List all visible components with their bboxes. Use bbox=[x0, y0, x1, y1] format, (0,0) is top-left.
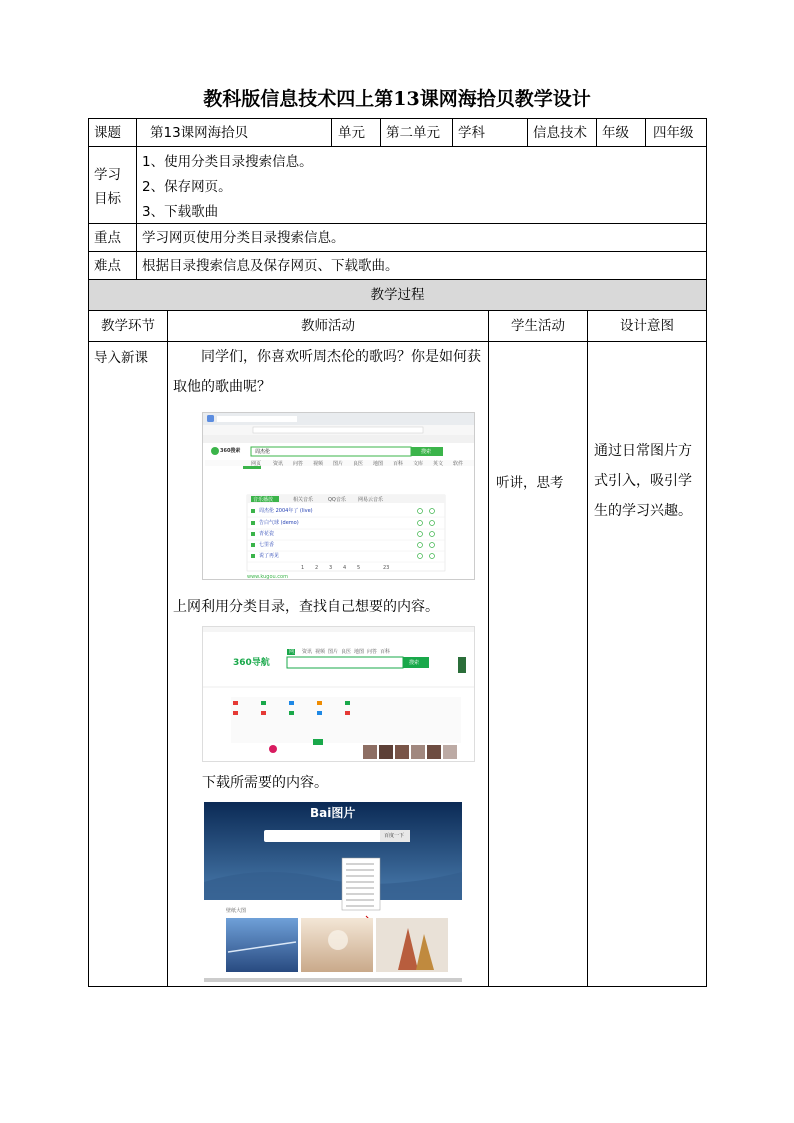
grade-label: 年级 bbox=[602, 125, 629, 141]
design-intent: 通过日常图片方式引入，吸引学生的学习兴趣。 bbox=[594, 443, 692, 519]
topic-value: 第13课网海拾贝 bbox=[150, 125, 249, 141]
unit-label: 单元 bbox=[338, 125, 365, 141]
nav-tab: 良医 bbox=[341, 649, 352, 655]
row-divider-key bbox=[88, 251, 707, 252]
song-row: 说了再见 bbox=[259, 553, 280, 559]
column-header-design: 设计意图 bbox=[620, 318, 674, 334]
info-col-divider bbox=[645, 118, 646, 146]
screenshot-360-search bbox=[202, 412, 475, 580]
difficulty-text: 根据目录搜索信息及保存网页、下载歌曲。 bbox=[142, 258, 399, 274]
subject-value: 信息技术 bbox=[533, 125, 587, 141]
nav-search-button: 搜索 bbox=[409, 660, 420, 666]
table-border-left bbox=[88, 118, 89, 987]
page-number: 3 bbox=[329, 565, 333, 571]
student-activity: 听讲，思考 bbox=[496, 475, 564, 491]
unit-value: 第二单元 bbox=[386, 125, 440, 141]
key-point-label: 重点 bbox=[94, 230, 121, 246]
goal-item: 1、使用分类目录搜索信息。 bbox=[142, 154, 313, 170]
search-tab: 资讯 bbox=[273, 461, 284, 467]
search-tab: 英文 bbox=[433, 461, 444, 467]
process-col-divider bbox=[167, 310, 168, 987]
goal-item: 3、下载歌曲 bbox=[142, 204, 219, 220]
page-number: 4 bbox=[343, 565, 347, 571]
column-header-teacher: 教师活动 bbox=[301, 318, 355, 334]
search-tab: 图片 bbox=[333, 461, 344, 467]
process-header: 教学过程 bbox=[370, 287, 425, 303]
nav-tab: 地图 bbox=[354, 649, 365, 655]
page-title: 教科版信息技术四上第13课网海拾贝教学设计 bbox=[203, 88, 591, 110]
table-border-bottom bbox=[88, 986, 707, 987]
search-query: 周杰伦 bbox=[255, 449, 271, 455]
page-number: 23 bbox=[383, 565, 390, 571]
info-col-divider bbox=[596, 118, 597, 146]
result-footer: www.kugou.com bbox=[247, 574, 288, 580]
player-tab: 网易云音乐 bbox=[358, 497, 384, 503]
baidu-search-button: 百度一下 bbox=[384, 833, 405, 839]
nav-tab: 问答 bbox=[367, 649, 378, 655]
difficulty-label: 难点 bbox=[94, 258, 121, 274]
player-tab: 相关音乐 bbox=[293, 497, 314, 503]
search-tab: 文库 bbox=[413, 461, 424, 467]
player-tab: 音乐播放 bbox=[253, 497, 274, 503]
search-tab: 网页 bbox=[251, 461, 262, 467]
grade-value: 四年级 bbox=[653, 125, 694, 141]
teacher-paragraph: 下载所需要的内容。 bbox=[202, 775, 328, 791]
goals-label-line1: 学习 bbox=[94, 167, 121, 183]
song-row: 七里香 bbox=[259, 542, 275, 548]
nav-tab: 图片 bbox=[328, 649, 339, 655]
topic-label: 课题 bbox=[94, 125, 121, 141]
info-col-divider bbox=[136, 118, 137, 280]
search-tab: 问答 bbox=[293, 461, 304, 467]
nav-logo: 360导航 bbox=[233, 658, 270, 668]
row-divider-topic bbox=[88, 146, 707, 147]
row-divider-process bbox=[88, 310, 707, 311]
baidu-page-illustration bbox=[202, 802, 462, 982]
search-tab: 百科 bbox=[393, 461, 404, 467]
gallery-caption: 壁纸大图 bbox=[226, 908, 247, 914]
teacher-paragraph: 上网利用分类目录，查找自己想要的内容。 bbox=[173, 599, 439, 615]
screenshot-baidu-images bbox=[202, 802, 462, 982]
page-number: 2 bbox=[315, 565, 319, 571]
info-col-divider bbox=[380, 118, 381, 146]
player-tab: QQ音乐 bbox=[328, 497, 346, 503]
nav-tab: 视频 bbox=[315, 649, 326, 655]
song-row: 周杰伦 2004年了 (live) bbox=[259, 508, 313, 514]
row-divider-goals bbox=[88, 223, 707, 224]
search-tab: 良医 bbox=[353, 461, 364, 467]
subject-label: 学科 bbox=[458, 125, 485, 141]
teacher-paragraph: 同学们，你喜欢听周杰伦的歌吗？你是如何获取他的歌曲呢？ bbox=[173, 349, 481, 395]
stage-cell: 导入新课 bbox=[94, 350, 148, 366]
nav-page-illustration bbox=[203, 627, 475, 762]
process-col-divider bbox=[488, 310, 489, 987]
table-border-right bbox=[706, 118, 707, 987]
search-tab: 地图 bbox=[373, 461, 384, 467]
screenshot-360-nav bbox=[202, 626, 475, 762]
song-row: 青花瓷 bbox=[259, 531, 275, 537]
search-logo: 360搜索 bbox=[220, 448, 241, 454]
page-number: 5 bbox=[357, 565, 361, 571]
song-row: 告白气球 (demo) bbox=[259, 520, 299, 526]
search-button: 搜索 bbox=[421, 449, 432, 455]
search-tab: 视频 bbox=[313, 461, 324, 467]
goal-item: 2、保存网页。 bbox=[142, 179, 232, 195]
process-col-divider bbox=[587, 310, 588, 987]
baidu-logo: Bai图片 bbox=[310, 806, 356, 820]
column-header-student: 学生活动 bbox=[511, 318, 565, 334]
table-border-top bbox=[88, 118, 707, 119]
info-col-divider bbox=[331, 118, 332, 146]
nav-tab: 百科 bbox=[380, 649, 391, 655]
key-point-text: 学习网页使用分类目录搜索信息。 bbox=[142, 230, 345, 246]
nav-tab: 资讯 bbox=[302, 649, 313, 655]
nav-tab: 网页 bbox=[289, 649, 300, 655]
page-number: 1 bbox=[301, 565, 305, 571]
info-col-divider bbox=[452, 118, 453, 146]
search-tab: 软件 bbox=[453, 461, 464, 467]
info-col-divider bbox=[527, 118, 528, 146]
column-header-stage: 教学环节 bbox=[101, 318, 155, 334]
goals-label-line2: 目标 bbox=[94, 191, 121, 207]
